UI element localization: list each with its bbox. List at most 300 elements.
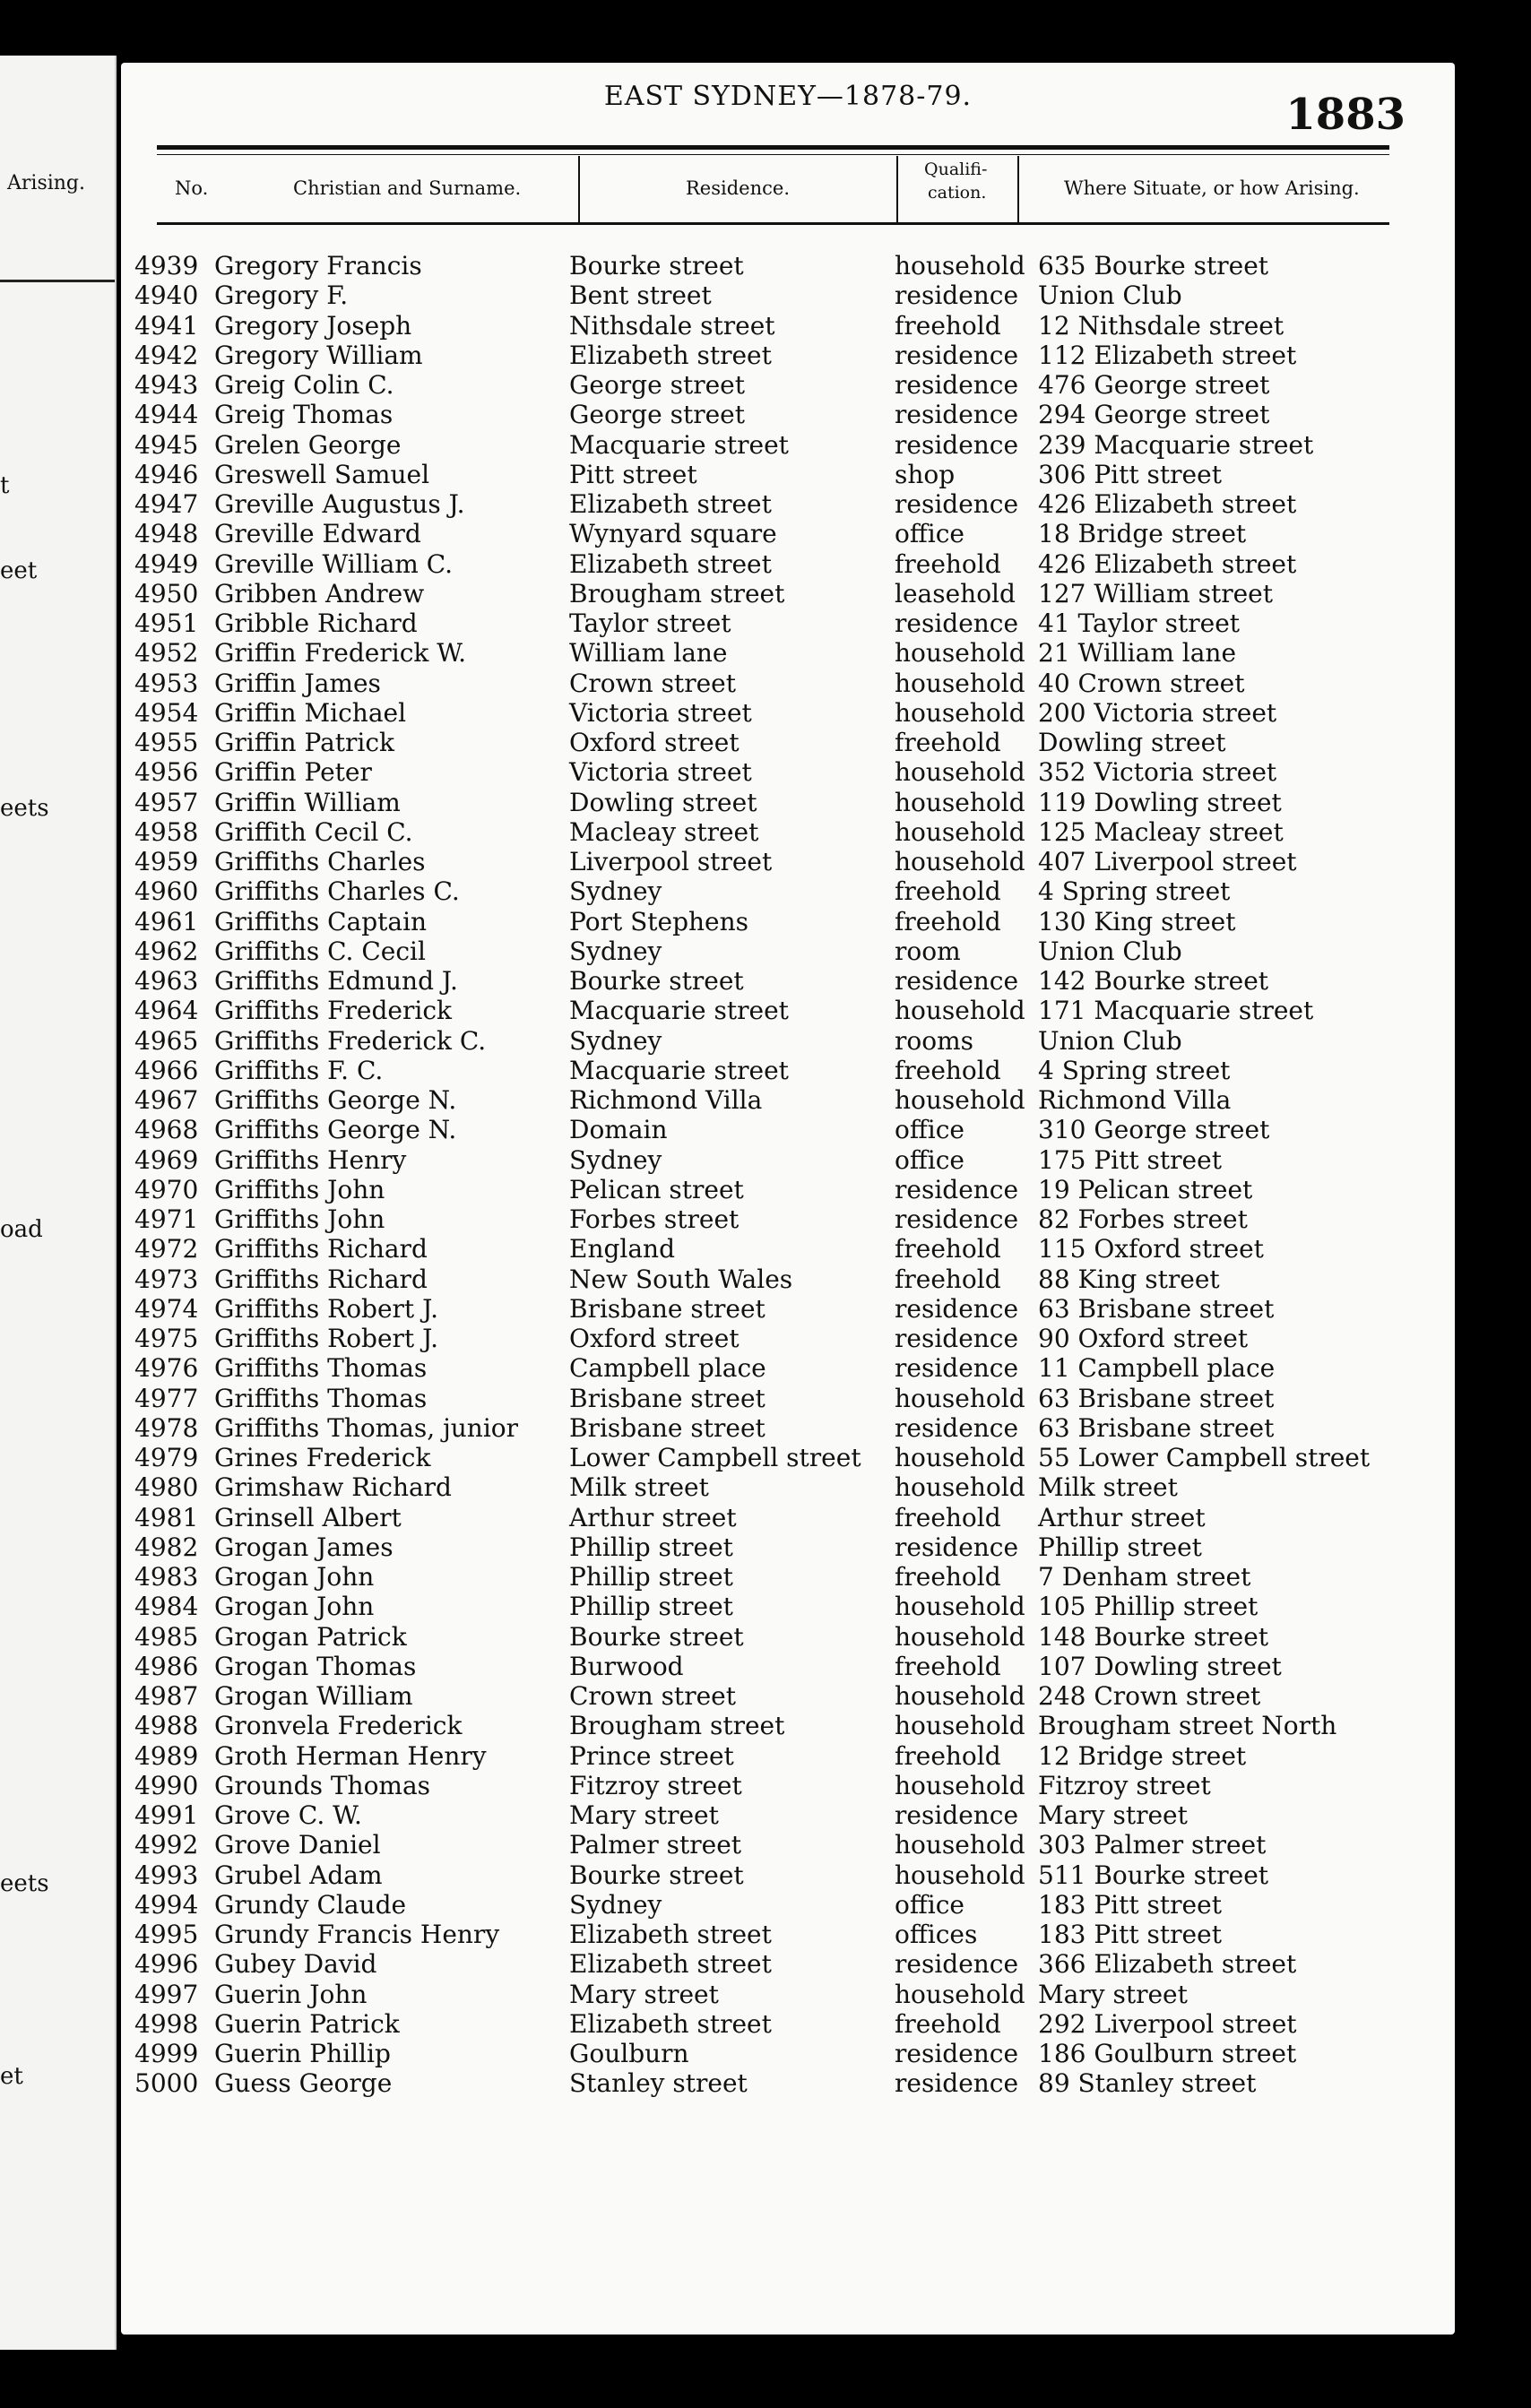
entry-residence: Phillip street bbox=[569, 1532, 733, 1562]
column-header-name: Christian and Surname. bbox=[293, 177, 522, 199]
table-row bbox=[121, 847, 1455, 876]
entry-qualification: residence bbox=[895, 1174, 1019, 1204]
entry-qualification: residence bbox=[895, 608, 1019, 638]
table-row bbox=[121, 608, 1455, 638]
entry-qualification: residence bbox=[895, 2068, 1019, 2099]
register-page bbox=[121, 63, 1455, 2335]
table-row bbox=[121, 788, 1455, 817]
entry-name: Griffiths Frederick C. bbox=[214, 1025, 487, 1056]
column-header-no: No. bbox=[175, 177, 209, 199]
table-row bbox=[121, 1711, 1455, 1740]
entry-name: Griffiths Charles C. bbox=[214, 876, 460, 907]
entry-residence: Bourke street bbox=[569, 251, 744, 281]
entry-where: 175 Pitt street bbox=[1038, 1144, 1222, 1175]
table-row bbox=[121, 370, 1455, 400]
entry-where: 142 Bourke street bbox=[1038, 966, 1269, 996]
entry-name: Grove C. W. bbox=[214, 1800, 362, 1830]
entry-name: Griffith Cecil C. bbox=[214, 816, 413, 847]
entry-name: Grogan Patrick bbox=[214, 1621, 407, 1652]
entry-number: 4967 bbox=[134, 1085, 199, 1115]
entry-residence: Elizabeth street bbox=[569, 548, 772, 579]
entry-where: 107 Dowling street bbox=[1038, 1651, 1282, 1681]
entry-number: 4987 bbox=[134, 1681, 199, 1711]
entry-number: 4952 bbox=[134, 638, 199, 669]
entry-name: Gregory F. bbox=[214, 281, 349, 311]
entry-qualification: office bbox=[895, 1115, 964, 1145]
table-row bbox=[121, 669, 1455, 698]
entry-qualification: residence bbox=[895, 2039, 1019, 2068]
entry-name: Groth Herman Henry bbox=[214, 1740, 487, 1771]
entry-number: 4980 bbox=[134, 1472, 199, 1503]
entry-residence: George street bbox=[569, 400, 745, 430]
entry-residence: Victoria street bbox=[569, 697, 752, 728]
entry-number: 4955 bbox=[134, 728, 199, 757]
table-row bbox=[121, 1204, 1455, 1234]
entry-number: 4983 bbox=[134, 1562, 199, 1592]
entry-residence: Sydney bbox=[569, 1889, 662, 1920]
entry-qualification: household bbox=[895, 1830, 1025, 1860]
entry-qualification: residence bbox=[895, 281, 1019, 311]
table-row bbox=[121, 1056, 1455, 1085]
entry-where: 248 Crown street bbox=[1038, 1681, 1261, 1711]
table-row bbox=[121, 1026, 1455, 1056]
entry-qualification: residence bbox=[895, 400, 1019, 430]
entry-qualification: household bbox=[895, 1770, 1025, 1800]
table-row bbox=[121, 1145, 1455, 1175]
entry-residence: Bourke street bbox=[569, 1860, 744, 1890]
entry-number: 4985 bbox=[134, 1621, 199, 1652]
entry-number: 4974 bbox=[134, 1293, 199, 1324]
entry-where: Brougham street North bbox=[1038, 1711, 1337, 1741]
entry-residence: Brougham street bbox=[569, 1711, 785, 1741]
table-row bbox=[121, 519, 1455, 548]
entry-number: 4968 bbox=[134, 1115, 199, 1145]
entry-residence: Pitt street bbox=[569, 459, 697, 489]
table-row bbox=[121, 1622, 1455, 1652]
entry-number: 4940 bbox=[134, 281, 199, 311]
entry-name: Griffiths Henry bbox=[214, 1144, 407, 1175]
entry-where: Union Club bbox=[1038, 281, 1182, 311]
table-row bbox=[121, 876, 1455, 906]
entry-residence: Elizabeth street bbox=[569, 1920, 772, 1949]
entry-name: Grounds Thomas bbox=[214, 1770, 431, 1800]
table-row bbox=[121, 2009, 1455, 2039]
entry-number: 4961 bbox=[134, 906, 199, 936]
entry-number: 4947 bbox=[134, 489, 199, 519]
entry-where: 125 Macleay street bbox=[1038, 816, 1284, 847]
entry-number: 4978 bbox=[134, 1412, 199, 1443]
entry-name: Grinsell Albert bbox=[214, 1502, 402, 1532]
header-rule-bottom bbox=[157, 222, 1389, 225]
entry-number: 4991 bbox=[134, 1800, 199, 1830]
entry-residence: Oxford street bbox=[569, 1324, 740, 1353]
entry-number: 4995 bbox=[134, 1920, 199, 1949]
entry-name: Griffiths Charles bbox=[214, 847, 426, 876]
entry-qualification: freehold bbox=[895, 548, 1001, 579]
entry-qualification: residence bbox=[895, 1204, 1019, 1234]
entry-name: Griffiths Richard bbox=[214, 1264, 428, 1294]
table-row bbox=[121, 1294, 1455, 1324]
entry-where: 426 Elizabeth street bbox=[1038, 548, 1297, 579]
entry-name: Griffiths Robert J. bbox=[214, 1324, 439, 1353]
entry-number: 4984 bbox=[134, 1592, 199, 1622]
entry-where: 292 Liverpool street bbox=[1038, 2008, 1297, 2039]
entry-qualification: household bbox=[895, 1085, 1025, 1115]
entry-number: 4976 bbox=[134, 1353, 199, 1384]
table-row bbox=[121, 1413, 1455, 1443]
table-row bbox=[121, 1681, 1455, 1711]
header-rule-thin bbox=[157, 154, 1389, 155]
entry-where: 4 Spring street bbox=[1038, 876, 1231, 907]
entry-name: Greville Augustus J. bbox=[214, 489, 465, 519]
entry-number: 4992 bbox=[134, 1830, 199, 1860]
entry-residence: William lane bbox=[569, 638, 728, 669]
entry-number: 4959 bbox=[134, 847, 199, 876]
entry-qualification: residence bbox=[895, 370, 1019, 400]
entry-name: Greig Thomas bbox=[214, 400, 394, 430]
entry-number: 4975 bbox=[134, 1324, 199, 1353]
entry-qualification: freehold bbox=[895, 906, 1001, 936]
entry-where: 63 Brisbane street bbox=[1038, 1293, 1275, 1324]
entry-where: 426 Elizabeth street bbox=[1038, 489, 1297, 519]
entry-qualification: office bbox=[895, 519, 964, 549]
table-row bbox=[121, 549, 1455, 579]
entry-name: Griffin Frederick W. bbox=[214, 638, 467, 669]
table-row bbox=[121, 728, 1455, 757]
entry-qualification: household bbox=[895, 787, 1025, 817]
entry-where: 90 Oxford street bbox=[1038, 1324, 1249, 1353]
entry-qualification: room bbox=[895, 936, 961, 966]
entry-residence: Elizabeth street bbox=[569, 1949, 772, 1980]
entry-qualification: freehold bbox=[895, 1740, 1001, 1771]
entry-where: Richmond Villa bbox=[1038, 1085, 1232, 1115]
entry-qualification: household bbox=[895, 251, 1025, 281]
entry-number: 4951 bbox=[134, 608, 199, 638]
entry-where: 130 King street bbox=[1038, 906, 1236, 936]
entry-where: 148 Bourke street bbox=[1038, 1621, 1269, 1652]
entry-name: Guerin Patrick bbox=[214, 2008, 400, 2039]
entry-number: 4977 bbox=[134, 1383, 199, 1413]
table-row bbox=[121, 1949, 1455, 1979]
table-row bbox=[121, 1920, 1455, 1949]
column-header-residence: Residence. bbox=[686, 177, 790, 199]
table-row bbox=[121, 907, 1455, 936]
entry-number: 4966 bbox=[134, 1055, 199, 1085]
entry-qualification: freehold bbox=[895, 1502, 1001, 1532]
entry-number: 4957 bbox=[134, 787, 199, 817]
entry-name: Griffin Peter bbox=[214, 757, 372, 788]
entry-name: Griffiths George N. bbox=[214, 1085, 457, 1115]
entry-qualification: household bbox=[895, 1711, 1025, 1741]
entry-qualification: residence bbox=[895, 429, 1019, 460]
entry-residence: Taylor street bbox=[569, 608, 731, 638]
table-row bbox=[121, 1472, 1455, 1502]
entry-qualification: household bbox=[895, 1979, 1025, 2009]
entry-number: 4973 bbox=[134, 1264, 199, 1294]
entry-number: 4950 bbox=[134, 578, 199, 608]
entry-qualification: residence bbox=[895, 1353, 1019, 1384]
entry-residence: Lower Campbell street bbox=[569, 1443, 861, 1472]
entry-number: 4958 bbox=[134, 816, 199, 847]
table-row bbox=[121, 1443, 1455, 1472]
table-row bbox=[121, 1741, 1455, 1771]
entry-number: 4948 bbox=[134, 519, 199, 549]
entry-where: 4 Spring street bbox=[1038, 1055, 1231, 1085]
entry-number: 4969 bbox=[134, 1144, 199, 1175]
entry-residence: Forbes street bbox=[569, 1204, 740, 1234]
entry-residence: Brisbane street bbox=[569, 1293, 766, 1324]
header-rule-thick bbox=[157, 145, 1389, 150]
entry-where: 171 Macquarie street bbox=[1038, 996, 1314, 1026]
facing-page-edge bbox=[0, 56, 117, 2350]
entry-residence: Elizabeth street bbox=[569, 340, 772, 370]
entry-where: Arthur street bbox=[1038, 1502, 1206, 1532]
entry-number: 4990 bbox=[134, 1770, 199, 1800]
entry-residence: England bbox=[569, 1234, 676, 1264]
entry-residence: Brisbane street bbox=[569, 1383, 766, 1413]
entry-where: 11 Campbell place bbox=[1038, 1353, 1276, 1384]
entry-residence: Brougham street bbox=[569, 578, 785, 608]
table-row bbox=[121, 1980, 1455, 2009]
entry-number: 4953 bbox=[134, 668, 199, 698]
table-row bbox=[121, 1562, 1455, 1592]
column-header-qualification-2: cation. bbox=[928, 183, 987, 203]
entry-qualification: household bbox=[895, 697, 1025, 728]
entry-qualification: household bbox=[895, 816, 1025, 847]
entry-name: Guerin Phillip bbox=[214, 2039, 391, 2068]
entry-name: Gribben Andrew bbox=[214, 578, 425, 608]
entry-name: Grogan John bbox=[214, 1562, 375, 1592]
entry-number: 4979 bbox=[134, 1443, 199, 1472]
table-row bbox=[121, 1234, 1455, 1264]
entry-where: 112 Elizabeth street bbox=[1038, 340, 1297, 370]
entry-where: 352 Victoria street bbox=[1038, 757, 1277, 788]
table-row bbox=[121, 1115, 1455, 1144]
entry-residence: Dowling street bbox=[569, 787, 757, 817]
entry-number: 4971 bbox=[134, 1204, 199, 1234]
entry-where: 407 Liverpool street bbox=[1038, 847, 1297, 876]
entry-number: 4949 bbox=[134, 548, 199, 579]
table-row bbox=[121, 757, 1455, 787]
entry-where: 119 Dowling street bbox=[1038, 787, 1282, 817]
facing-page-fragment: t bbox=[0, 472, 10, 499]
entry-residence: Fitzroy street bbox=[569, 1770, 742, 1800]
entry-name: Griffiths C. Cecil bbox=[214, 936, 426, 966]
entry-name: Guerin John bbox=[214, 1979, 368, 2009]
entry-residence: Sydney bbox=[569, 936, 662, 966]
entry-qualification: residence bbox=[895, 1412, 1019, 1443]
entry-name: Griffiths Thomas bbox=[214, 1353, 428, 1384]
entry-name: Griffin William bbox=[214, 787, 401, 817]
table-row bbox=[121, 1592, 1455, 1621]
entry-residence: George street bbox=[569, 370, 745, 400]
entry-qualification: residence bbox=[895, 966, 1019, 996]
table-row bbox=[121, 430, 1455, 460]
entry-qualification: freehold bbox=[895, 728, 1001, 757]
entry-name: Griffin Michael bbox=[214, 697, 407, 728]
table-row bbox=[121, 2039, 1455, 2068]
table-row bbox=[121, 341, 1455, 370]
table-row bbox=[121, 1324, 1455, 1353]
entry-where: 63 Brisbane street bbox=[1038, 1383, 1275, 1413]
entry-residence: Richmond Villa bbox=[569, 1085, 763, 1115]
entry-where: 239 Macquarie street bbox=[1038, 429, 1314, 460]
entry-residence: Victoria street bbox=[569, 757, 752, 788]
entry-where: 82 Forbes street bbox=[1038, 1204, 1248, 1234]
entry-where: 21 William lane bbox=[1038, 638, 1237, 669]
entry-qualification: freehold bbox=[895, 1264, 1001, 1294]
entry-name: Griffiths John bbox=[214, 1174, 385, 1204]
entry-name: Grove Daniel bbox=[214, 1830, 381, 1860]
entry-residence: Crown street bbox=[569, 1681, 736, 1711]
entry-residence: Mary street bbox=[569, 1979, 719, 2009]
entry-where: 7 Denham street bbox=[1038, 1562, 1251, 1592]
entry-residence: Nithsdale street bbox=[569, 310, 775, 341]
entry-number: 4989 bbox=[134, 1740, 199, 1771]
entry-name: Grogan William bbox=[214, 1681, 413, 1711]
entry-where: 12 Bridge street bbox=[1038, 1740, 1247, 1771]
entry-name: Griffiths George N. bbox=[214, 1115, 457, 1145]
entry-qualification: household bbox=[895, 847, 1025, 876]
entry-qualification: household bbox=[895, 1472, 1025, 1503]
entry-name: Gubey David bbox=[214, 1949, 377, 1980]
entry-number: 4965 bbox=[134, 1025, 199, 1056]
entry-qualification: offices bbox=[895, 1920, 978, 1949]
table-row bbox=[121, 1503, 1455, 1532]
entry-qualification: household bbox=[895, 668, 1025, 698]
entry-residence: Macquarie street bbox=[569, 429, 789, 460]
entry-name: Griffiths Edmund J. bbox=[214, 966, 458, 996]
table-row bbox=[121, 1085, 1455, 1115]
page-title: EAST SYDNEY—1878-79. bbox=[603, 81, 973, 112]
entry-where: 303 Palmer street bbox=[1038, 1830, 1267, 1860]
facing-page-fragment: eets bbox=[0, 795, 49, 822]
entry-qualification: household bbox=[895, 1592, 1025, 1622]
entry-residence: Arthur street bbox=[569, 1502, 737, 1532]
entry-residence: Crown street bbox=[569, 668, 736, 698]
entry-where: 41 Taylor street bbox=[1038, 608, 1241, 638]
entry-name: Greville Edward bbox=[214, 519, 421, 549]
entry-name: Griffiths Frederick bbox=[214, 996, 452, 1026]
entry-number: 4986 bbox=[134, 1651, 199, 1681]
entry-where: 310 George street bbox=[1038, 1115, 1270, 1145]
entry-qualification: office bbox=[895, 1144, 964, 1175]
entry-number: 4970 bbox=[134, 1174, 199, 1204]
entry-name: Greig Colin C. bbox=[214, 370, 394, 400]
entry-where: Fitzroy street bbox=[1038, 1770, 1211, 1800]
entry-number: 4943 bbox=[134, 370, 199, 400]
column-header-qualification-1: Qualifi- bbox=[924, 160, 988, 179]
entry-where: 19 Pelican street bbox=[1038, 1174, 1253, 1204]
entry-number: 4945 bbox=[134, 429, 199, 460]
entry-name: Griffiths John bbox=[214, 1204, 385, 1234]
table-row bbox=[121, 311, 1455, 341]
entry-where: Dowling street bbox=[1038, 728, 1226, 757]
entry-number: 4998 bbox=[134, 2008, 199, 2039]
entry-where: 183 Pitt street bbox=[1038, 1889, 1222, 1920]
table-row bbox=[121, 698, 1455, 728]
entry-qualification: leasehold bbox=[895, 578, 1016, 608]
table-row bbox=[121, 489, 1455, 519]
entry-residence: Campbell place bbox=[569, 1353, 766, 1384]
entry-where: 183 Pitt street bbox=[1038, 1920, 1222, 1949]
entry-where: 63 Brisbane street bbox=[1038, 1412, 1275, 1443]
entry-number: 4941 bbox=[134, 310, 199, 341]
entry-name: Gronvela Frederick bbox=[214, 1711, 463, 1741]
entry-residence: New South Wales bbox=[569, 1264, 793, 1294]
entry-residence: Elizabeth street bbox=[569, 489, 772, 519]
entry-name: Grundy Francis Henry bbox=[214, 1920, 500, 1949]
entry-name: Grogan James bbox=[214, 1532, 394, 1562]
entry-where: 511 Bourke street bbox=[1038, 1860, 1269, 1890]
entry-where: Mary street bbox=[1038, 1800, 1188, 1830]
entry-name: Gregory Francis bbox=[214, 251, 422, 281]
table-row bbox=[121, 1860, 1455, 1890]
entry-number: 4993 bbox=[134, 1860, 199, 1890]
entry-number: 4963 bbox=[134, 966, 199, 996]
entry-name: Griffiths Captain bbox=[214, 906, 428, 936]
entry-qualification: household bbox=[895, 996, 1025, 1026]
entry-qualification: freehold bbox=[895, 1234, 1001, 1264]
entry-qualification: residence bbox=[895, 1293, 1019, 1324]
entry-number: 4972 bbox=[134, 1234, 199, 1264]
entry-where: 127 William street bbox=[1038, 578, 1273, 608]
entry-where: 55 Lower Campbell street bbox=[1038, 1443, 1371, 1472]
entry-qualification: household bbox=[895, 757, 1025, 788]
entry-residence: Bourke street bbox=[569, 966, 744, 996]
entry-residence: Wynyard square bbox=[569, 519, 777, 549]
entry-residence: Phillip street bbox=[569, 1592, 733, 1622]
entry-residence: Elizabeth street bbox=[569, 2008, 772, 2039]
table-row bbox=[121, 1652, 1455, 1681]
entry-residence: Macleay street bbox=[569, 816, 759, 847]
entry-name: Griffiths Thomas bbox=[214, 1383, 428, 1413]
facing-page-fragment: et bbox=[0, 2063, 23, 2090]
table-row bbox=[121, 936, 1455, 966]
entry-residence: Port Stephens bbox=[569, 906, 749, 936]
entry-where: 186 Goulburn street bbox=[1038, 2039, 1297, 2068]
entry-name: Grogan John bbox=[214, 1592, 375, 1622]
entry-qualification: residence bbox=[895, 1324, 1019, 1353]
entry-residence: Phillip street bbox=[569, 1562, 733, 1592]
table-row bbox=[121, 2068, 1455, 2098]
table-row bbox=[121, 1890, 1455, 1920]
entry-name: Gregory Joseph bbox=[214, 310, 412, 341]
entry-qualification: household bbox=[895, 1860, 1025, 1890]
entry-where: 89 Stanley street bbox=[1038, 2068, 1257, 2099]
table-row bbox=[121, 1264, 1455, 1294]
entry-name: Griffin Patrick bbox=[214, 728, 395, 757]
facing-page-fragment: eets bbox=[0, 1870, 49, 1897]
entry-number: 4962 bbox=[134, 936, 199, 966]
entry-qualification: freehold bbox=[895, 1562, 1001, 1592]
entry-qualification: freehold bbox=[895, 310, 1001, 341]
entry-residence: Oxford street bbox=[569, 728, 740, 757]
entry-residence: Brisbane street bbox=[569, 1412, 766, 1443]
entry-where: Union Club bbox=[1038, 936, 1182, 966]
entry-where: Union Club bbox=[1038, 1025, 1182, 1056]
entry-where: Phillip street bbox=[1038, 1532, 1202, 1562]
entry-residence: Palmer street bbox=[569, 1830, 742, 1860]
entry-residence: Stanley street bbox=[569, 2068, 748, 2099]
table-row bbox=[121, 1830, 1455, 1860]
column-divider bbox=[1017, 156, 1019, 222]
entry-where: 476 George street bbox=[1038, 370, 1270, 400]
entry-name: Greswell Samuel bbox=[214, 459, 430, 489]
entry-number: 4981 bbox=[134, 1502, 199, 1532]
table-row bbox=[121, 460, 1455, 489]
table-row bbox=[121, 1771, 1455, 1800]
